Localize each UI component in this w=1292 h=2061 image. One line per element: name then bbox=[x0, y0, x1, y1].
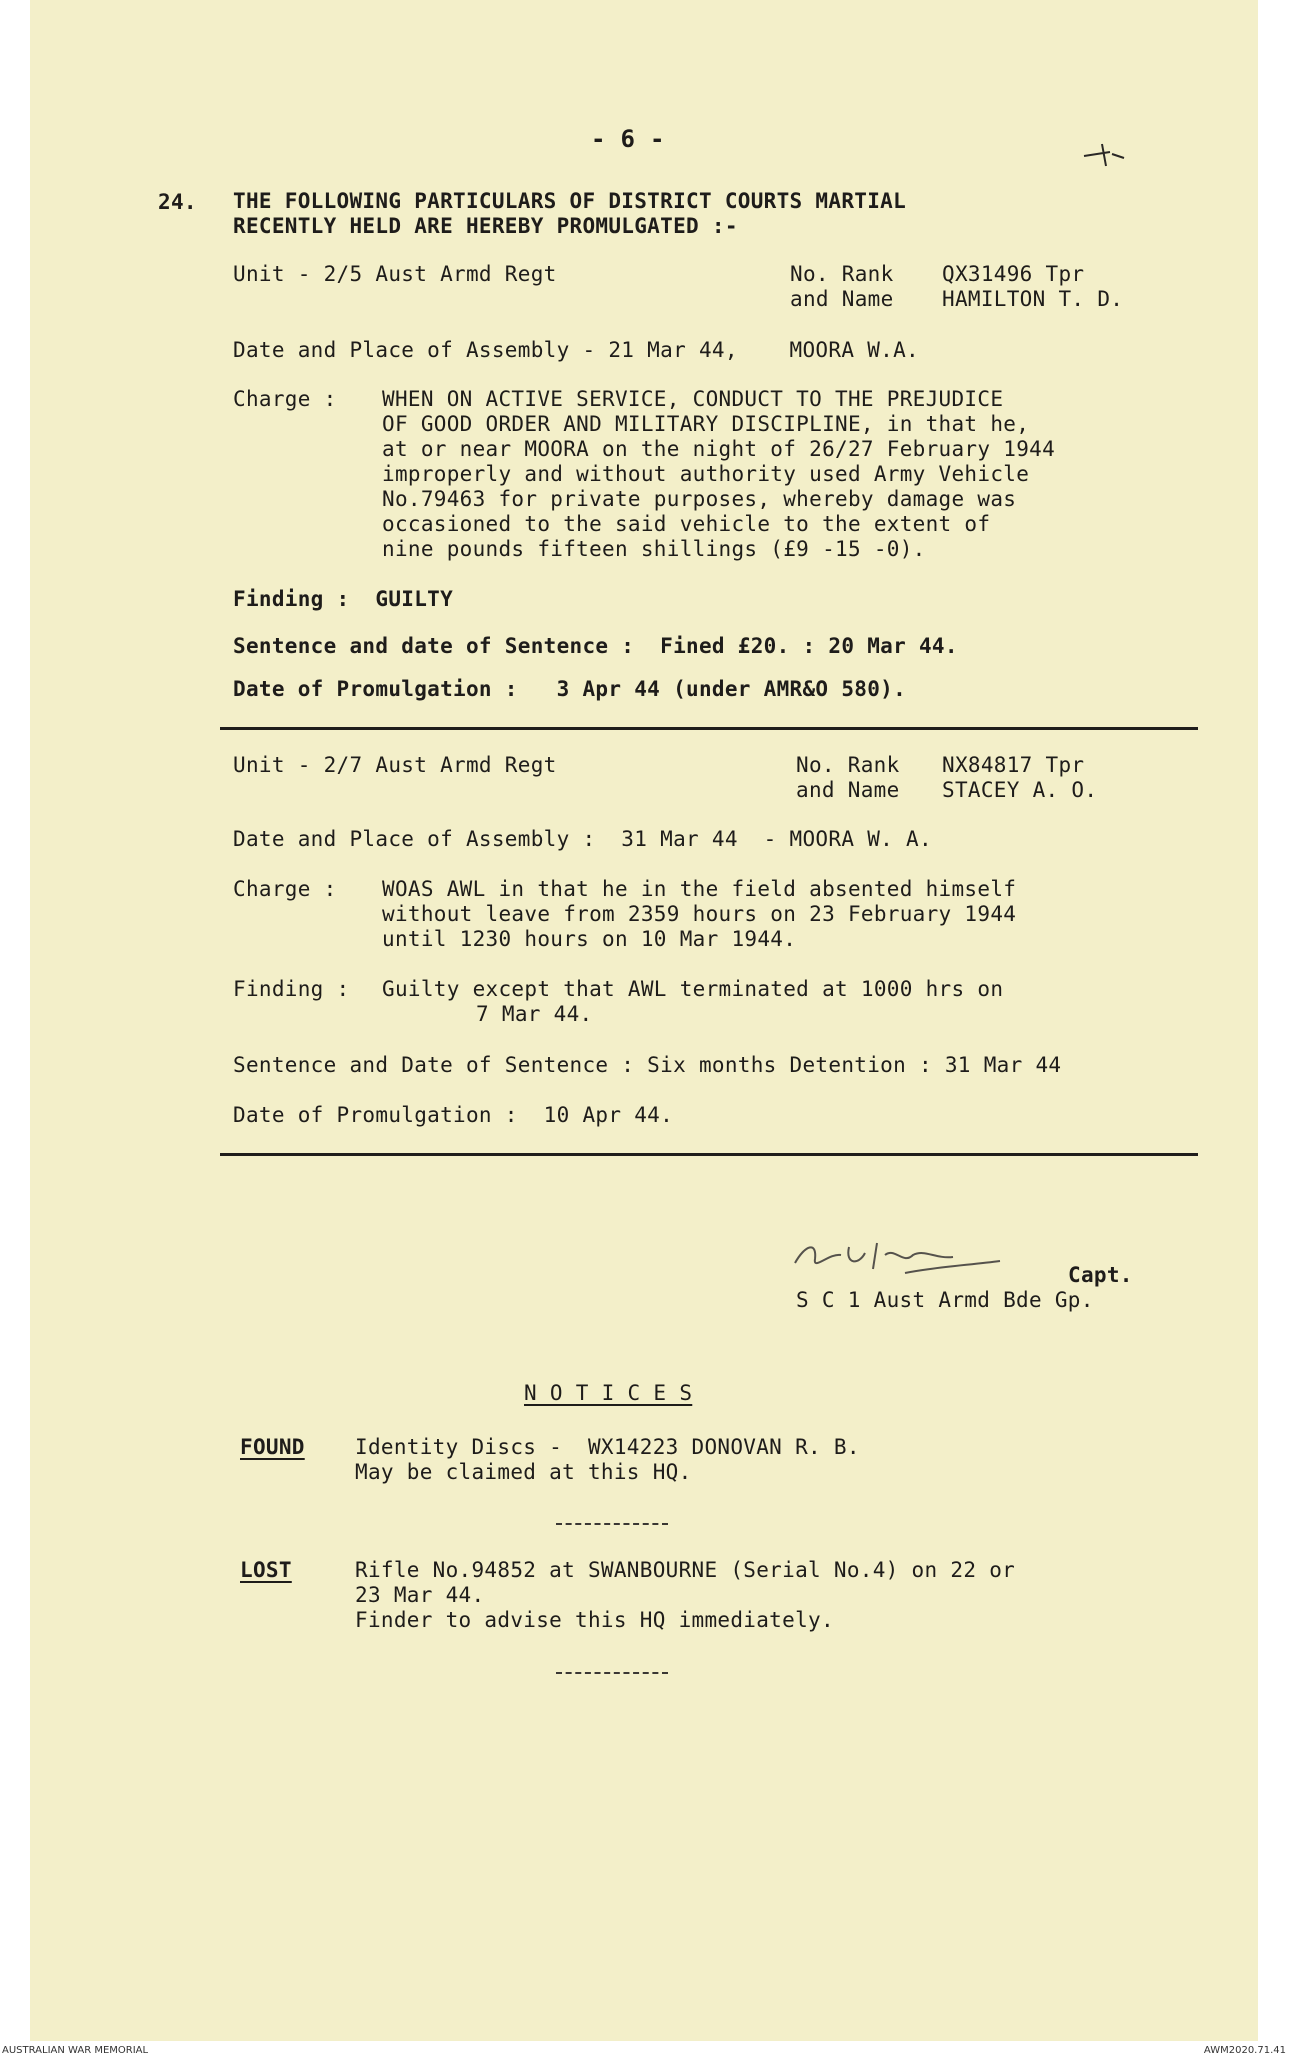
case1-finding: Finding : GUILTY bbox=[233, 587, 454, 611]
case1-assembly: Date and Place of Assembly - 21 Mar 44, MOORA W.A. bbox=[233, 338, 919, 362]
case2-charge-line: WOAS AWL in that he in the field absented himself bbox=[382, 877, 1017, 901]
case1-promulgation: Date of Promulgation : 3 Apr 44 (under AMR&O 580). bbox=[233, 677, 907, 701]
section-divider bbox=[220, 727, 1198, 730]
case1-name-value: HAMILTON T. D. bbox=[942, 287, 1124, 311]
heading-line-2: RECENTLY HELD ARE HEREBY PROMULGATED :- bbox=[233, 214, 738, 238]
signature-appointment: S C 1 Aust Armd Bde Gp. bbox=[796, 1288, 1094, 1312]
case1-charge-line: at or near MOORA on the night of 26/27 February 1944 bbox=[382, 437, 1056, 461]
notice-divider bbox=[556, 1672, 668, 1674]
case1-sentence: Sentence and date of Sentence : Fined £20. : 20 Mar 44. bbox=[233, 634, 958, 658]
page-number: - 6 - bbox=[591, 125, 665, 153]
case1-charge-line: No.79463 for private purposes, whereby damage was bbox=[382, 487, 1017, 511]
found-line: Identity Discs - WX14223 DONOVAN R. B. bbox=[355, 1435, 860, 1459]
found-line: May be claimed at this HQ. bbox=[355, 1460, 692, 1484]
case2-charge-line: without leave from 2359 hours on 23 February 1944 bbox=[382, 902, 1017, 926]
section-divider bbox=[220, 1153, 1198, 1156]
case2-no-rank-value: NX84817 Tpr bbox=[942, 753, 1085, 777]
case2-name-label: and Name bbox=[796, 778, 900, 802]
case1-no-rank-value: QX31496 Tpr bbox=[942, 262, 1085, 286]
footer-left: AUSTRALIAN WAR MEMORIAL bbox=[2, 2045, 149, 2056]
handwritten-mark-icon bbox=[1080, 138, 1130, 174]
case1-charge-label: Charge : bbox=[233, 387, 337, 411]
document-page bbox=[30, 0, 1258, 2041]
case1-charge-line: WHEN ON ACTIVE SERVICE, CONDUCT TO THE PREJUDICE bbox=[382, 387, 1004, 411]
case2-charge-line: until 1230 hours on 10 Mar 1944. bbox=[382, 927, 797, 951]
case2-promulgation: Date of Promulgation : 10 Apr 44. bbox=[233, 1103, 674, 1127]
case2-sentence: Sentence and Date of Sentence : Six months Detention : 31 Mar 44 bbox=[233, 1053, 1062, 1077]
case1-unit: Unit - 2/5 Aust Armd Regt bbox=[233, 262, 557, 286]
lost-line: Finder to advise this HQ immediately. bbox=[355, 1608, 834, 1632]
case1-charge-line: occasioned to the said vehicle to the extent of bbox=[382, 512, 991, 536]
case1-charge-line: improperly and without authority used Army Vehicle bbox=[382, 462, 1030, 486]
signature-rank: Capt. bbox=[1068, 1263, 1133, 1287]
item-number: 24. bbox=[158, 190, 197, 214]
lost-line: 23 Mar 44. bbox=[355, 1583, 485, 1607]
signature-image bbox=[785, 1225, 1035, 1285]
case2-name-value: STACEY A. O. bbox=[942, 778, 1098, 802]
lost-label: LOST bbox=[240, 1558, 292, 1582]
case2-charge-label: Charge : bbox=[233, 877, 337, 901]
case1-name-label: and Name bbox=[790, 287, 894, 311]
notices-title: N O T I C E S bbox=[524, 1381, 693, 1405]
case1-charge-line: nine pounds fifteen shillings (£9 -15 -0). bbox=[382, 537, 926, 561]
case2-assembly: Date and Place of Assembly : 31 Mar 44 - MOORA W. A. bbox=[233, 827, 932, 851]
heading-line-1: THE FOLLOWING PARTICULARS OF DISTRICT COURTS MARTIAL bbox=[233, 189, 907, 213]
notice-divider bbox=[556, 1523, 668, 1525]
case2-finding-line: 7 Mar 44. bbox=[476, 1002, 593, 1026]
case1-no-rank-label: No. Rank bbox=[790, 262, 894, 286]
footer-right: AWM2020.71.41 bbox=[1203, 2045, 1286, 2056]
found-label: FOUND bbox=[240, 1435, 305, 1459]
case2-finding-label: Finding : bbox=[233, 977, 350, 1001]
case1-charge-line: OF GOOD ORDER AND MILITARY DISCIPLINE, in that he, bbox=[382, 412, 1030, 436]
case2-finding-line: Guilty except that AWL terminated at 1000 hrs on bbox=[382, 977, 1004, 1001]
lost-line: Rifle No.94852 at SWANBOURNE (Serial No.4) on 22 or bbox=[355, 1558, 1016, 1582]
case2-unit: Unit - 2/7 Aust Armd Regt bbox=[233, 753, 557, 777]
case2-no-rank-label: No. Rank bbox=[796, 753, 900, 777]
